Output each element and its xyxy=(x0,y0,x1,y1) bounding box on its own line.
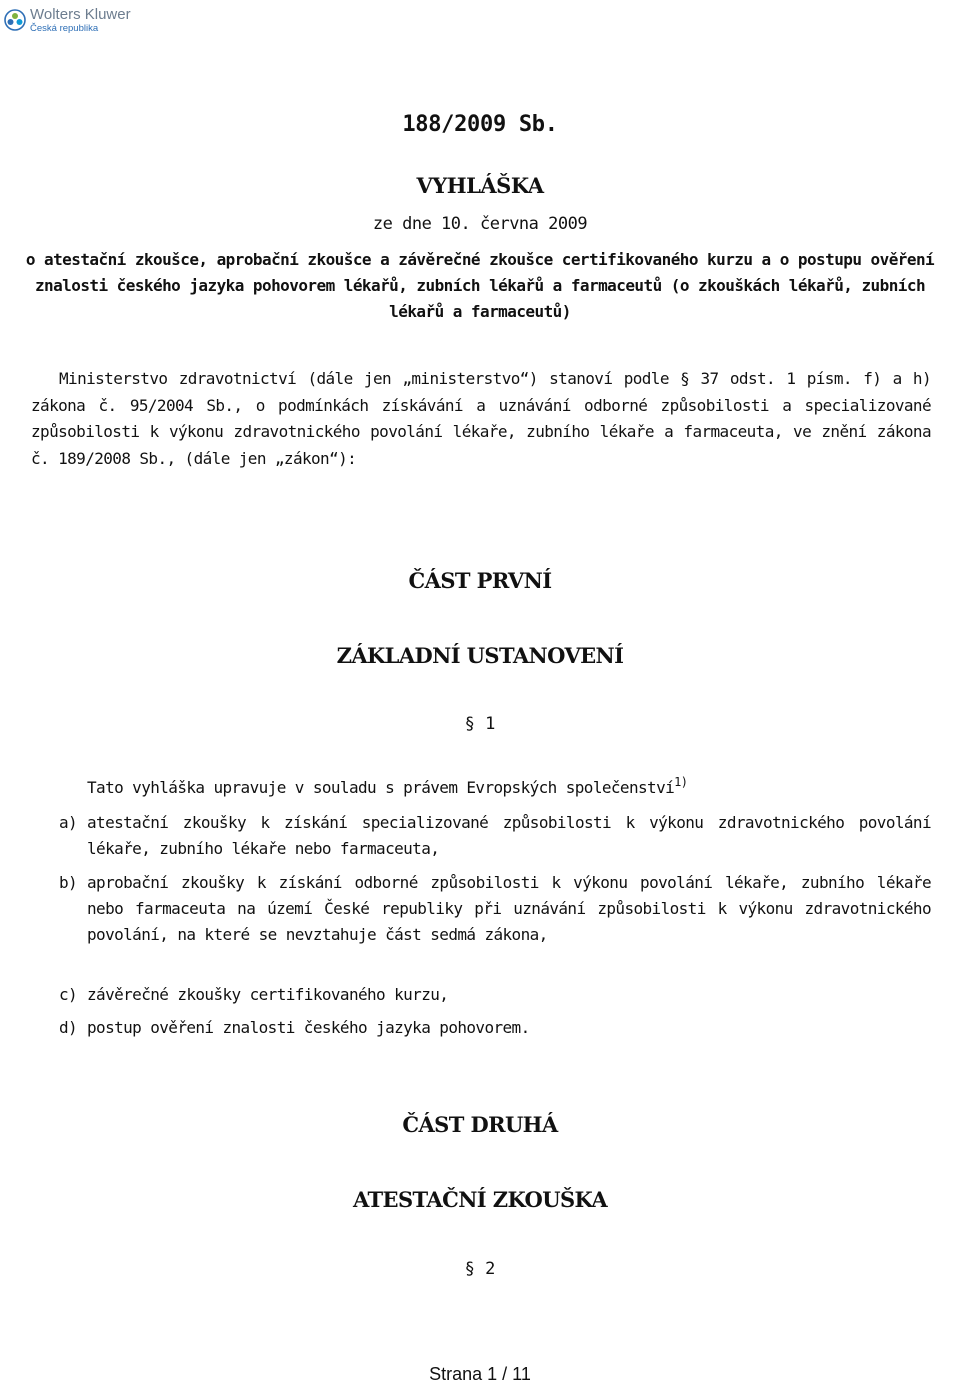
logo-brand-text: Wolters Kluwer xyxy=(30,5,131,23)
part-two-subheading: ATESTAČNÍ ZKOUŠKA xyxy=(352,1187,608,1212)
list-item xyxy=(59,1015,931,1041)
part-one-heading: ČÁST PRVNÍ xyxy=(408,568,552,593)
list-item xyxy=(59,810,931,862)
list-item-text: atestační zkoušky k získání specializované způsobilosti k výkonu zdravotnického povolání lékaře, zubního lékaře nebo farmaceuta, xyxy=(87,813,931,858)
list-item-text: aprobační zkoušky k získání odborné způsobilosti k výkonu povolání lékaře, zubního lékaře nebo farmaceuta na území České republiky při uznávání způsobilosti k výkonu zdravotnického povolání, na které se nevztahuje část sedmá zákona, xyxy=(87,873,931,944)
list-item-label: c) xyxy=(59,985,78,1004)
document-number: 188/2009 Sb. xyxy=(402,112,558,137)
section-one-intro xyxy=(87,775,687,797)
part-two-heading: ČÁST DRUHÁ xyxy=(402,1112,558,1137)
list-item-label: b) xyxy=(59,873,78,892)
list-item-label: d) xyxy=(59,1018,78,1037)
list-item-text: závěrečné zkoušky certifikovaného kurzu, xyxy=(87,985,449,1004)
part-one-subheading: ZÁKLADNÍ USTANOVENÍ xyxy=(336,643,624,668)
footnote-ref: 1) xyxy=(674,775,688,789)
page-number: Strana 1 / 11 xyxy=(429,1364,531,1384)
document-subject: o atestační zkoušce, aprobační zkoušce a závěrečné zkoušce certifikovaného kurzu a o postupu ověření znalosti českého jazyka pohovorem lékařů, zubních lékařů a farmaceutů (o zkouškách lékařů, zubních lékařů a farmaceutů) xyxy=(25,250,935,321)
document-date: ze dne 10. června 2009 xyxy=(372,214,588,234)
preamble-text: Ministerstvo zdravotnictví (dále jen „ministerstvo“) stanoví podle § 37 odst. 1 písm. f) a h) zákona č. 95/2004 Sb., o podmínkách získávání a uznávání odborné způsobilosti a specializované způsobilosti k výkonu zdravotnického povolání lékaře, zubního lékaře a farmaceuta, ve znění zákona č. 189/2008 Sb., (dále jen „zákon“): xyxy=(31,369,931,468)
document-type: VYHLÁŠKA xyxy=(416,173,544,198)
list-item-text: postup ověření znalosti českého jazyka pohovorem. xyxy=(87,1018,530,1037)
logo-subtitle: Česká republika xyxy=(30,22,99,34)
publisher-logo xyxy=(4,4,131,36)
list-item-label: a) xyxy=(59,813,78,832)
intro-text: Tato vyhláška upravuje v souladu s právem Evropských společenství xyxy=(87,778,675,797)
wolters-kluwer-logo-icon xyxy=(4,9,26,31)
section-two-marker: § 2 xyxy=(464,1259,496,1279)
preamble-paragraph xyxy=(31,366,931,472)
list-item xyxy=(59,982,931,1008)
list-item xyxy=(59,870,931,948)
section-one-marker: § 1 xyxy=(464,714,496,734)
